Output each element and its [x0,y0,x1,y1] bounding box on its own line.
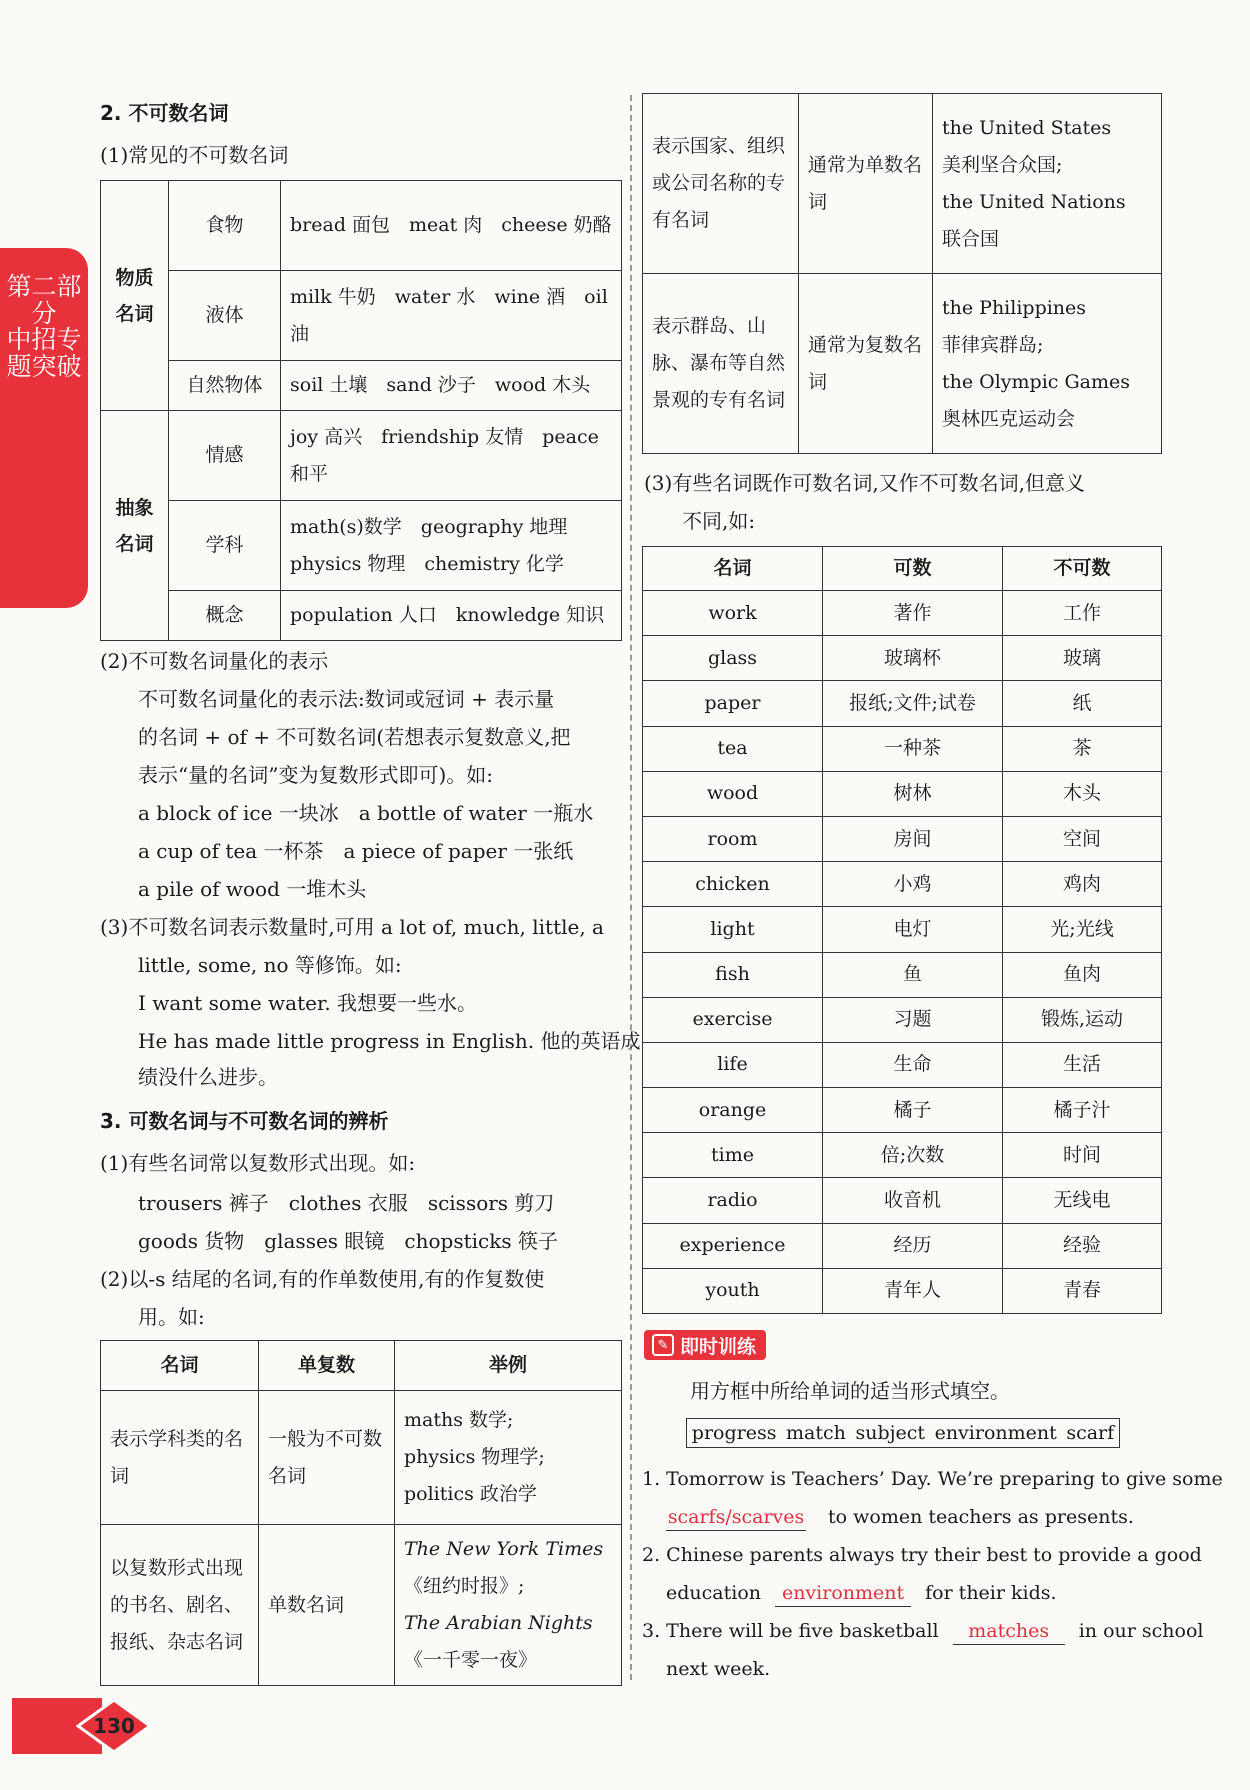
noun-cell: light [643,907,823,952]
question-text: in our school [1078,1620,1204,1642]
table-row [643,907,1162,952]
countable-meaning-cell: 生命 [823,1042,1003,1087]
side-chapter-tab [0,248,88,608]
abstract-nouns-group: 抽象 名词 [101,411,169,641]
answer-blank[interactable]: environment [775,1580,911,1607]
noun-cell: radio [643,1178,823,1223]
section-3-1-heading: (1)有些名词常以复数形式出现。如: [100,1151,416,1175]
word-bank-item: subject [855,1422,926,1444]
examples-cell: joy 高兴 friendship 友情 peace 和平 [281,411,622,501]
page-number: 130 [93,1714,135,1738]
table-row [643,681,1162,726]
uncountable-meaning-cell: 空间 [1003,816,1162,861]
countable-meaning-cell: 玻璃杯 [823,636,1003,681]
countable-meaning-cell: 习题 [823,997,1003,1042]
examples-cell: soil 土壤 sand 沙子 wood 木头 [281,361,622,411]
uncountable-meaning-cell: 时间 [1003,1133,1162,1178]
countable-meaning-cell: 房间 [823,816,1003,861]
table-row [643,1268,1162,1313]
body-text: 表示“量的名词”变为复数形式即可)。如: [138,763,493,787]
uncountable-meaning-cell: 锻炼,运动 [1003,997,1162,1042]
countable-meaning-cell: 小鸡 [823,862,1003,907]
table-header-row [101,1341,622,1391]
noun-cell: glass [643,636,823,681]
table-cell: maths 数学; physics 物理学; politics 政治学 [395,1391,622,1525]
column-header: 举例 [395,1341,622,1391]
table-row [643,591,1162,636]
word-bank [686,1418,1120,1448]
body-text: 不可数名词量化的表示法:数词或冠词 + 表示量 [138,687,555,711]
noun-cell: life [643,1042,823,1087]
table-row [643,952,1162,997]
book-title-cn: 《一千零一夜》 [404,1649,538,1671]
noun-cell: paper [643,681,823,726]
word-bank-item: environment [934,1422,1057,1444]
table-cell: 以复数形式出现的书名、剧名、报纸、杂志名词 [101,1525,259,1686]
table-cell: 通常为复数名词 [799,274,933,454]
uncountable-nouns-table [100,180,622,641]
examples-cell: math(s)数学 geography 地理 physics 物理 chemistry 化学 [281,501,622,591]
table-row [101,501,622,591]
section-2-1-heading: (1)常见的不可数名词 [100,143,289,167]
example-line: a cup of tea 一杯茶 a piece of paper 一张纸 [138,839,574,863]
table-cell: the Philippines 菲律宾群岛; the Olympic Games 奥林匹克运动会 [933,274,1162,454]
book-title: The Arabian Nights [404,1612,593,1634]
uncountable-meaning-cell: 玻璃 [1003,636,1162,681]
word-bank-item: match [786,1422,846,1444]
noun-cell: fish [643,952,823,997]
practice-icon: ✎ [652,1334,674,1356]
table-cell: 表示国家、组织或公司名称的专有名词 [643,94,799,274]
uncountable-meaning-cell: 经验 [1003,1223,1162,1268]
column-header: 单复数 [259,1341,395,1391]
question-text: to women teachers as presents. [828,1506,1134,1528]
countable-meaning-cell: 著作 [823,591,1003,636]
table-row [643,862,1162,907]
table-cell: the United States 美利坚合众国; the United Nations 联合国 [933,94,1162,274]
body-text: little, some, no 等修饰。如: [138,953,402,977]
category-cell: 食物 [169,181,281,271]
countable-meaning-cell: 树林 [823,771,1003,816]
page-number-badge [76,1698,152,1754]
countable-meaning-cell: 青年人 [823,1268,1003,1313]
uncountable-meaning-cell: 木头 [1003,771,1162,816]
column-header: 名词 [101,1341,259,1391]
table-cell [395,1525,622,1686]
uncountable-meaning-cell: 纸 [1003,681,1162,726]
question-3-cont: next week. [666,1658,771,1680]
example-line: goods 货物 glasses 眼镜 chopsticks 筷子 [138,1229,558,1253]
uncountable-meaning-cell: 光;光线 [1003,907,1162,952]
noun-cell: tea [643,726,823,771]
example-line: 绩没什么进步。 [138,1065,278,1089]
countable-meaning-cell: 收音机 [823,1178,1003,1223]
column-divider [630,95,632,1680]
table-cell: 一般为不可数名词 [259,1391,395,1525]
section-3-2-heading: (2)以-s 结尾的名词,有的作单数使用,有的作复数使 [100,1267,545,1291]
exercise-instruction: 用方框中所给单词的适当形式填空。 [690,1379,1010,1403]
material-nouns-group: 物质 名词 [101,181,169,411]
question-text: 3. There will be five basketball [642,1620,939,1642]
category-cell: 自然物体 [169,361,281,411]
table-row [101,181,622,271]
plural-form-nouns-table [100,1340,622,1686]
uncountable-meaning-cell: 生活 [1003,1042,1162,1087]
section-2-title: 2. 不可数名词 [100,101,229,125]
table-row [643,636,1162,681]
noun-cell: chicken [643,862,823,907]
section-3-title: 3. 可数名词与不可数名词的辨析 [100,1109,389,1133]
table-row [101,361,622,411]
example-line: a pile of wood 一堆木头 [138,877,367,901]
section-3-3-heading: (3)有些名词既作可数名词,又作不可数名词,但意义 [644,471,1086,495]
category-cell: 液体 [169,271,281,361]
word-bank-item: scarf [1066,1422,1115,1444]
countable-meaning-cell: 电灯 [823,907,1003,952]
noun-cell: room [643,816,823,861]
book-title: The New York Times [404,1538,604,1560]
table-row [101,1525,622,1686]
uncountable-meaning-cell: 茶 [1003,726,1162,771]
uncountable-meaning-cell: 青春 [1003,1268,1162,1313]
body-text: 不同,如: [682,509,756,533]
table-header-row [643,547,1162,591]
table-row [643,94,1162,274]
countable-meaning-cell: 倍;次数 [823,1133,1003,1178]
noun-cell: exercise [643,997,823,1042]
question-text: for their kids. [925,1582,1057,1604]
example-line: He has made little progress in English. 他的英语成 [138,1029,641,1053]
table-row [643,1223,1162,1268]
uncountable-meaning-cell: 无线电 [1003,1178,1162,1223]
table-cell: 单数名词 [259,1525,395,1686]
countable-meaning-cell: 一种茶 [823,726,1003,771]
table-row [643,771,1162,816]
noun-cell: work [643,591,823,636]
table-row [643,1133,1162,1178]
side-tab-label: 第二部分 中招专题突破 [6,272,82,381]
table-row [643,1088,1162,1133]
book-title-cn: 《纽约时报》; [404,1575,525,1597]
body-text: (3)不可数名词表示数量时,可用 a lot of, much, little, a [100,915,604,939]
question-3 [642,1618,1203,1645]
dual-meaning-nouns-table [642,546,1162,1314]
examples-cell: milk 牛奶 water 水 wine 酒 oil 油 [281,271,622,361]
table-row [101,591,622,641]
table-row [101,1391,622,1525]
table-row [643,816,1162,861]
noun-cell: orange [643,1088,823,1133]
category-cell: 概念 [169,591,281,641]
proper-nouns-table [642,93,1162,454]
noun-cell: youth [643,1268,823,1313]
countable-meaning-cell: 鱼 [823,952,1003,997]
column-header: 不可数 [1003,547,1162,591]
section-2-2-heading: (2)不可数名词量化的表示 [100,649,329,673]
table-cell: 通常为单数名词 [799,94,933,274]
noun-cell: experience [643,1223,823,1268]
column-header: 可数 [823,547,1003,591]
uncountable-meaning-cell: 鸡肉 [1003,862,1162,907]
noun-cell: time [643,1133,823,1178]
body-text: 用。如: [138,1305,205,1329]
table-row [643,274,1162,454]
example-line: I want some water. 我想要一些水。 [138,991,478,1015]
table-row [643,726,1162,771]
examples-cell: population 人口 knowledge 知识 [281,591,622,641]
table-row [643,997,1162,1042]
question-2-cont [666,1580,1057,1607]
uncountable-meaning-cell: 工作 [1003,591,1162,636]
example-line: trousers 裤子 clothes 衣服 scissors 剪刀 [138,1191,555,1215]
table-row [643,1042,1162,1087]
table-row [643,1178,1162,1223]
countable-meaning-cell: 橘子 [823,1088,1003,1133]
practice-badge-label: 即时训练 [680,1335,757,1358]
word-bank-item: progress [691,1422,777,1444]
question-1-cont [666,1504,1134,1531]
question-1: 1. Tomorrow is Teachers’ Day. We’re preparing to give some [642,1468,1223,1490]
uncountable-meaning-cell: 鱼肉 [1003,952,1162,997]
countable-meaning-cell: 经历 [823,1223,1003,1268]
table-row [101,271,622,361]
column-header: 名词 [643,547,823,591]
question-2: 2. Chinese parents always try their best to provide a good [642,1544,1202,1566]
question-text: education [666,1582,761,1604]
answer-blank[interactable]: scarfs/scarves [666,1504,806,1531]
table-row [101,411,622,501]
example-line: a block of ice 一块冰 a bottle of water 一瓶水 [138,801,594,825]
category-cell: 学科 [169,501,281,591]
countable-meaning-cell: 报纸;文件;试卷 [823,681,1003,726]
answer-blank[interactable]: matches [953,1618,1065,1645]
noun-cell: wood [643,771,823,816]
table-cell: 表示群岛、山脉、瀑布等自然景观的专有名词 [643,274,799,454]
category-cell: 情感 [169,411,281,501]
practice-badge [644,1330,766,1360]
examples-cell: bread 面包 meat 肉 cheese 奶酪 [281,181,622,271]
body-text: 的名词 + of + 不可数名词(若想表示复数意义,把 [138,725,571,749]
uncountable-meaning-cell: 橘子汁 [1003,1088,1162,1133]
table-cell: 表示学科类的名词 [101,1391,259,1525]
